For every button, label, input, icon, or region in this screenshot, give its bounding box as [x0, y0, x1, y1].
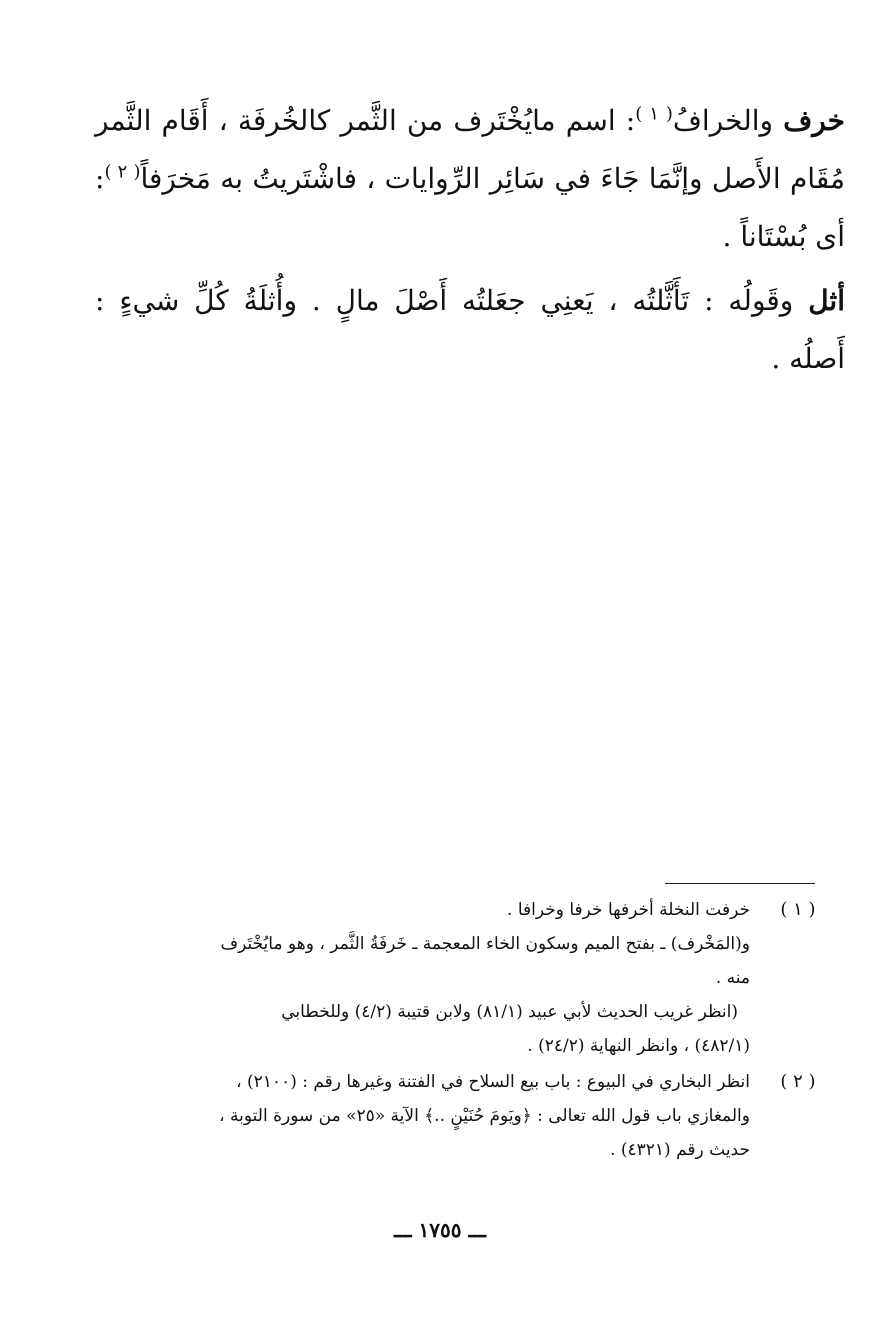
text-line — [95, 330, 845, 388]
footnote-line: انظر البخاري في البيوع : باب بيع السلاح في الفتنة وغيرها رقم : (٢١٠٠) ، — [236, 1072, 750, 1092]
text-run: وقَولُه : تَأَثَّلتُه ، يَعنِي جعَلتُه أَصْلَ مالٍ . وأُثلَةُ كُلِّ شيءٍ : — [95, 284, 794, 317]
footnote-body — [140, 893, 750, 1063]
headword-athl: أثل — [808, 284, 845, 317]
footnote-1 — [140, 893, 820, 1063]
text-run: أى بُسْتَاناً . — [722, 220, 845, 253]
page-number: ـــ ١٧٥٥ ـــ — [393, 1218, 487, 1242]
footnote-line: منه . — [715, 968, 750, 988]
text-line — [95, 272, 845, 330]
footnote-line: و(المَخْرف) ـ بفتح الميم وسكون الخاء المعجمة ـ خَرفَةُ الثَّمر ، وهو مايُخْتَرف — [220, 934, 750, 954]
text-line — [95, 92, 845, 150]
footnote-body — [140, 1065, 750, 1167]
footnote-line: (انظر غريب الحديث لأبي عبيد (٨١/١) ولابن قتيبة (٤/٢) وللخطابي — [281, 1002, 738, 1022]
text-run: : — [95, 162, 105, 195]
main-text — [95, 92, 845, 388]
footnote-ref-1: ( ١ ) — [635, 103, 673, 125]
footnote-number: ( ٢ ) — [780, 1071, 816, 1092]
text-run: والخرافُ — [672, 104, 774, 137]
text-run: مُقَام الأَصل وإنَّمَا جَاءَ في سَائِر الرِّوايات ، فاشْتَريتُ به مَخرَفاً — [140, 162, 845, 195]
text-line — [95, 208, 845, 266]
text-run: : اسم مايُخْتَرف من الثَّمر كالخُرفَة ، أَقَام الثَّمر — [95, 104, 636, 137]
paragraph-athl — [95, 272, 845, 388]
footnote-line: (٤٨٢/١) ، وانظر النهاية (٢٤/٢) . — [527, 1036, 750, 1056]
footnote-2 — [140, 1065, 820, 1167]
text-run: أَصلُه . — [771, 342, 845, 375]
footnote-ref-2: ( ٢ ) — [104, 161, 141, 183]
footnote-line: خرفت النخلة أخرفها خرفا وخرافا . — [507, 900, 750, 920]
footnote-number: ( ١ ) — [780, 899, 816, 920]
headword-khurf: خرف — [783, 104, 845, 137]
footnote-line: والمغازي باب قول الله تعالى : ﴿ويَومَ حُنَيْنٍ ..﴾ الآية «٢٥» من سورة التوبة ، — [219, 1106, 750, 1126]
footnote-separator — [665, 883, 815, 884]
text-line — [95, 150, 845, 208]
footnote-line: حديث رقم (٤٣٢١) . — [610, 1140, 750, 1160]
footnotes — [140, 893, 820, 1169]
paragraph-khurf — [95, 92, 845, 266]
